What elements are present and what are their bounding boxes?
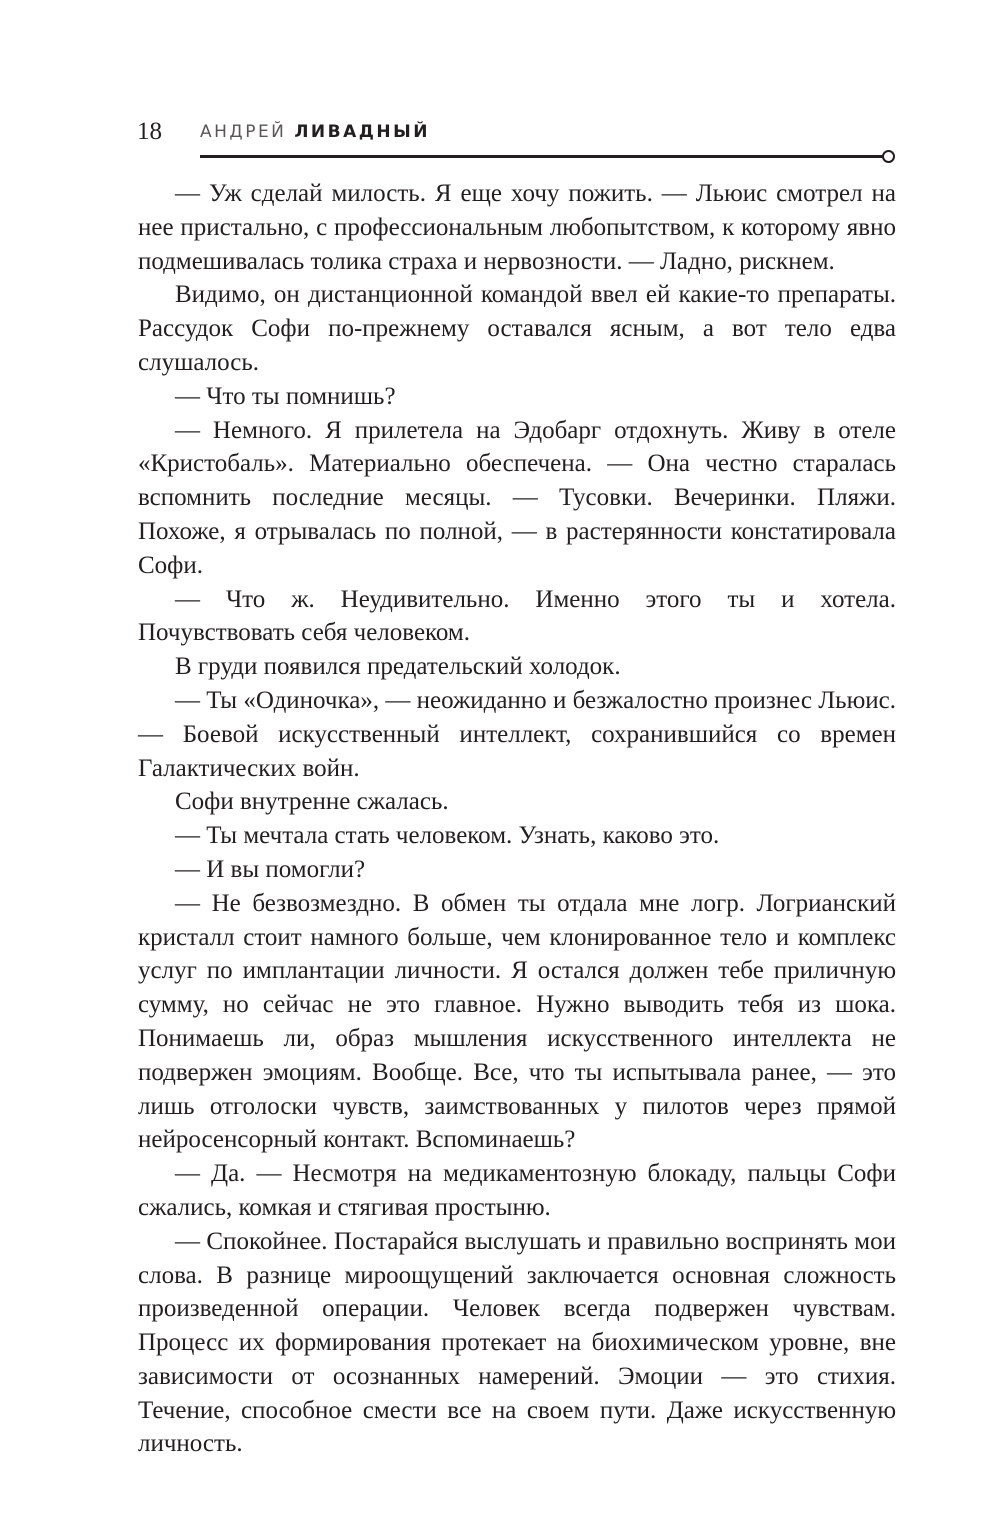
author-last-name: ЛИВАДНЫЙ — [294, 122, 430, 142]
paragraph: — Не безвозмездно. В обмен ты отдала мне логр. Логрианский кристалл стоит намного больше, чем клонированное тело и комплекс услуг по имплантации личности. Я остался должен тебе приличную сумму, но сейчас не это главное. Нужно выводить тебя из шока. Понимаешь ли, образ мышления искусственного интеллекта не подвержен эмоциям. Вообще. Все, что ты испытывала ранее, — это лишь отголоски чувств, заимствованных у пилотов через прямой нейросенсорный контакт. Вспоминаешь? — [138, 889, 896, 1154]
paragraph: — Что ты помнишь? — [175, 382, 396, 410]
paragraph: — Ты «Одиночка», — неожиданно и безжалостно произнес Льюис. — Боевой искусственный интеллект, сохранившийся со времен Галактических войн. — [138, 686, 896, 782]
author-first-name: АНДРЕЙ — [200, 122, 287, 142]
paragraph: — Немного. Я прилетела на Эдобарг отдохнуть. Живу в отеле «Кристобаль». Материально обеспечена. — Она честно старалась вспомнить последние месяцы. — Тусовки. Вечеринки. Пляжи. Похоже, я отрывалась по полной, — в растерянности констатировала Софи. — [138, 416, 896, 579]
paragraph: — Да. — Несмотря на медикаментозную блокаду, пальцы Софи сжались, комкая и стягивая простыню. — [138, 1160, 896, 1221]
paragraph: — Уж сделай милость. Я еще хочу пожить. — Льюис смотрел на нее пристально, с профессиональным любопытством, к которому явно подмешивалась толика страха и нервозности. — Ладно, рискнем. — [138, 180, 896, 275]
page-header — [137, 118, 895, 152]
paragraph: Видимо, он дистанционной командой ввел ей какие-то препараты. Рассудок Софи по-прежнему оставался ясным, а вот тело едва слушалось. — [138, 281, 896, 376]
paragraph: — Ты мечтала стать человеком. Узнать, каково это. — [175, 822, 720, 850]
header-rule-circle — [882, 150, 895, 163]
paragraph: — И вы помогли? — [175, 855, 366, 883]
paragraph: — Что ж. Неудивительно. Именно этого ты и хотела. Почувствовать себя человеком. — [138, 585, 896, 647]
body-text — [138, 177, 896, 1461]
header-rule — [200, 155, 885, 158]
running-head — [200, 122, 430, 142]
paragraph: — Спокойнее. Постарайся выслушать и правильно воспринять мои слова. В разнице мироощущений заключается основная сложность произведенной операции. Человек всегда подвержен чувствам. Процесс их формирования протекает на биохимическом уровне, вне зависимости от осознанных намерений. Эмоции — это стихия. Течение, способное смести все на своем пути. Даже искусственную личность. — [138, 1227, 896, 1458]
paragraph: В груди появился предательский холодок. — [175, 653, 621, 681]
paragraph: Софи внутренне сжалась. — [175, 788, 449, 816]
page-number: 18 — [137, 118, 162, 145]
